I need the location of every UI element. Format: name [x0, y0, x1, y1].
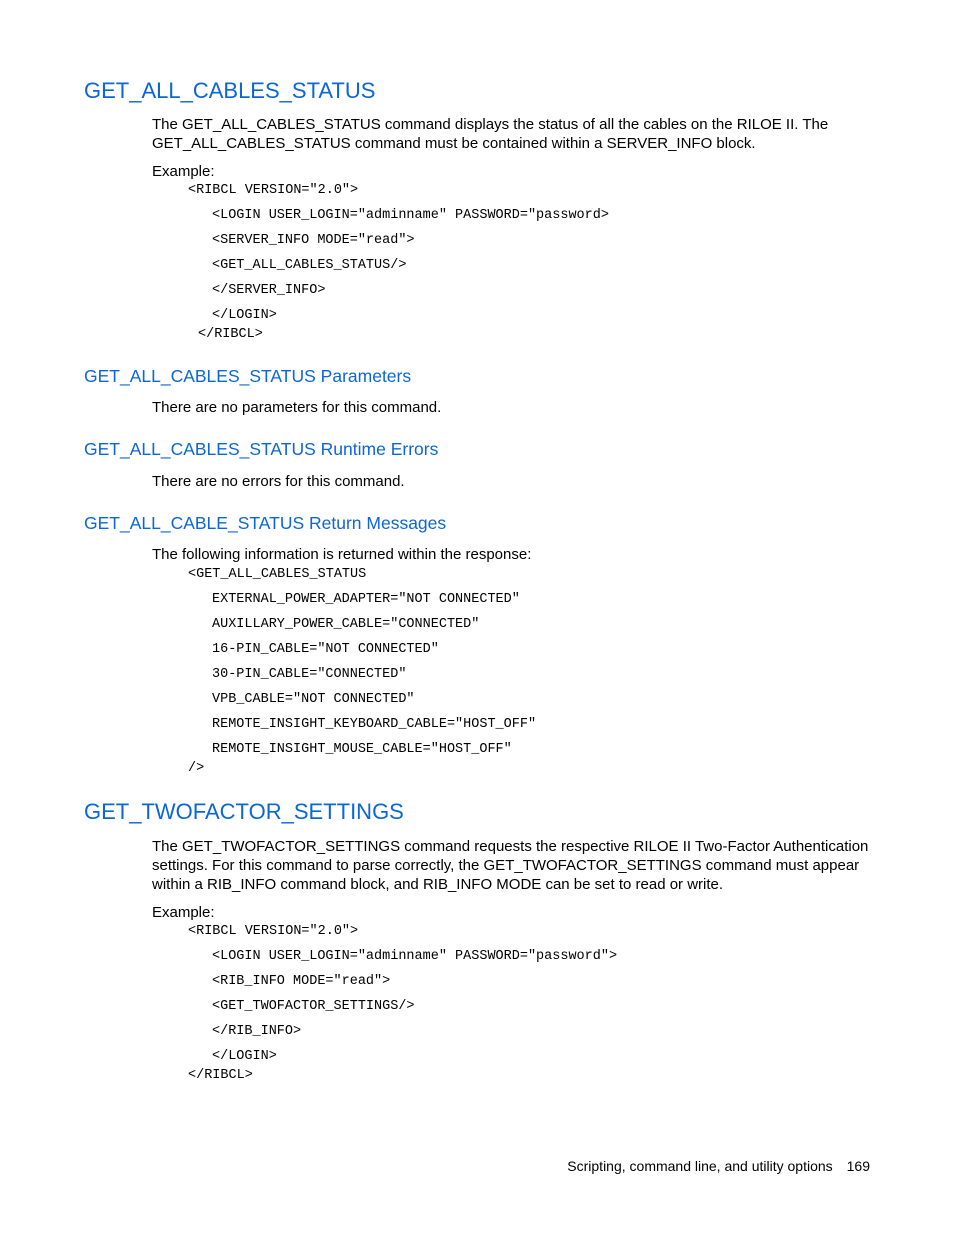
subsection-heading-parameters: GET_ALL_CABLES_STATUS Parameters [84, 366, 412, 386]
code-line: </LOGIN> [212, 308, 277, 323]
parameters-text: There are no parameters for this command. [152, 399, 442, 416]
code-line: 16-PIN_CABLE="NOT CONNECTED" [212, 642, 439, 657]
page-number: 169 [846, 1158, 870, 1174]
code-line: </SERVER_INFO> [212, 283, 326, 298]
example-label: Example: [152, 163, 215, 180]
section-heading-get-twofactor-settings: GET_TWOFACTOR_SETTINGS [84, 799, 404, 824]
code-line: </RIBCL> [198, 327, 263, 342]
code-line: VPB_CABLE="NOT CONNECTED" [212, 692, 415, 707]
code-line: <GET_ALL_CABLES_STATUS/> [212, 258, 407, 273]
code-line: REMOTE_INSIGHT_KEYBOARD_CABLE="HOST_OFF" [212, 717, 537, 732]
section-intro: The GET_ALL_CABLES_STATUS command displays the status of all the cables on the RILOE II. The GET_ALL_CABLES_STATUS command must be contained within a SERVER_INFO block. [152, 116, 829, 152]
code-line: </RIB_INFO> [212, 1024, 302, 1039]
code-line: <LOGIN USER_LOGIN="adminname" PASSWORD="password> [212, 208, 609, 223]
code-line: </RIBCL> [188, 1068, 253, 1083]
section-heading-get-all-cables-status: GET_ALL_CABLES_STATUS [84, 78, 376, 103]
code-line: <LOGIN USER_LOGIN="adminname" PASSWORD="password"> [212, 949, 618, 964]
code-line: /> [188, 761, 205, 776]
code-line: <RIBCL VERSION="2.0"> [188, 924, 359, 939]
code-line: AUXILLARY_POWER_CABLE="CONNECTED" [212, 617, 480, 632]
code-line: <RIB_INFO MODE="read"> [212, 974, 391, 989]
code-line: <GET_ALL_CABLES_STATUS [188, 567, 367, 582]
code-line: EXTERNAL_POWER_ADAPTER="NOT CONNECTED" [212, 592, 520, 607]
subsection-heading-runtime-errors: GET_ALL_CABLES_STATUS Runtime Errors [84, 439, 439, 459]
example-label: Example: [152, 904, 215, 921]
subsection-heading-return-messages: GET_ALL_CABLE_STATUS Return Messages [84, 513, 447, 533]
code-line: 30-PIN_CABLE="CONNECTED" [212, 667, 407, 682]
code-line: REMOTE_INSIGHT_MOUSE_CABLE="HOST_OFF" [212, 742, 512, 757]
return-messages-text: The following information is returned within the response: [152, 546, 532, 563]
runtime-errors-text: There are no errors for this command. [152, 473, 405, 490]
code-line: </LOGIN> [212, 1049, 277, 1064]
code-line: <RIBCL VERSION="2.0"> [188, 183, 359, 198]
code-line: <GET_TWOFACTOR_SETTINGS/> [212, 999, 415, 1014]
page-footer [440, 1158, 870, 1174]
section-intro: The GET_TWOFACTOR_SETTINGS command requests the respective RILOE II Two-Factor Authentication settings. For this command to parse correctly, the GET_TWOFACTOR_SETTINGS command must appear within a RIB_INFO command block, and RIB_INFO MODE can be set to read or write. [152, 838, 869, 893]
footer-chapter-title: Scripting, command line, and utility options [567, 1158, 833, 1174]
code-line: <SERVER_INFO MODE="read"> [212, 233, 415, 248]
